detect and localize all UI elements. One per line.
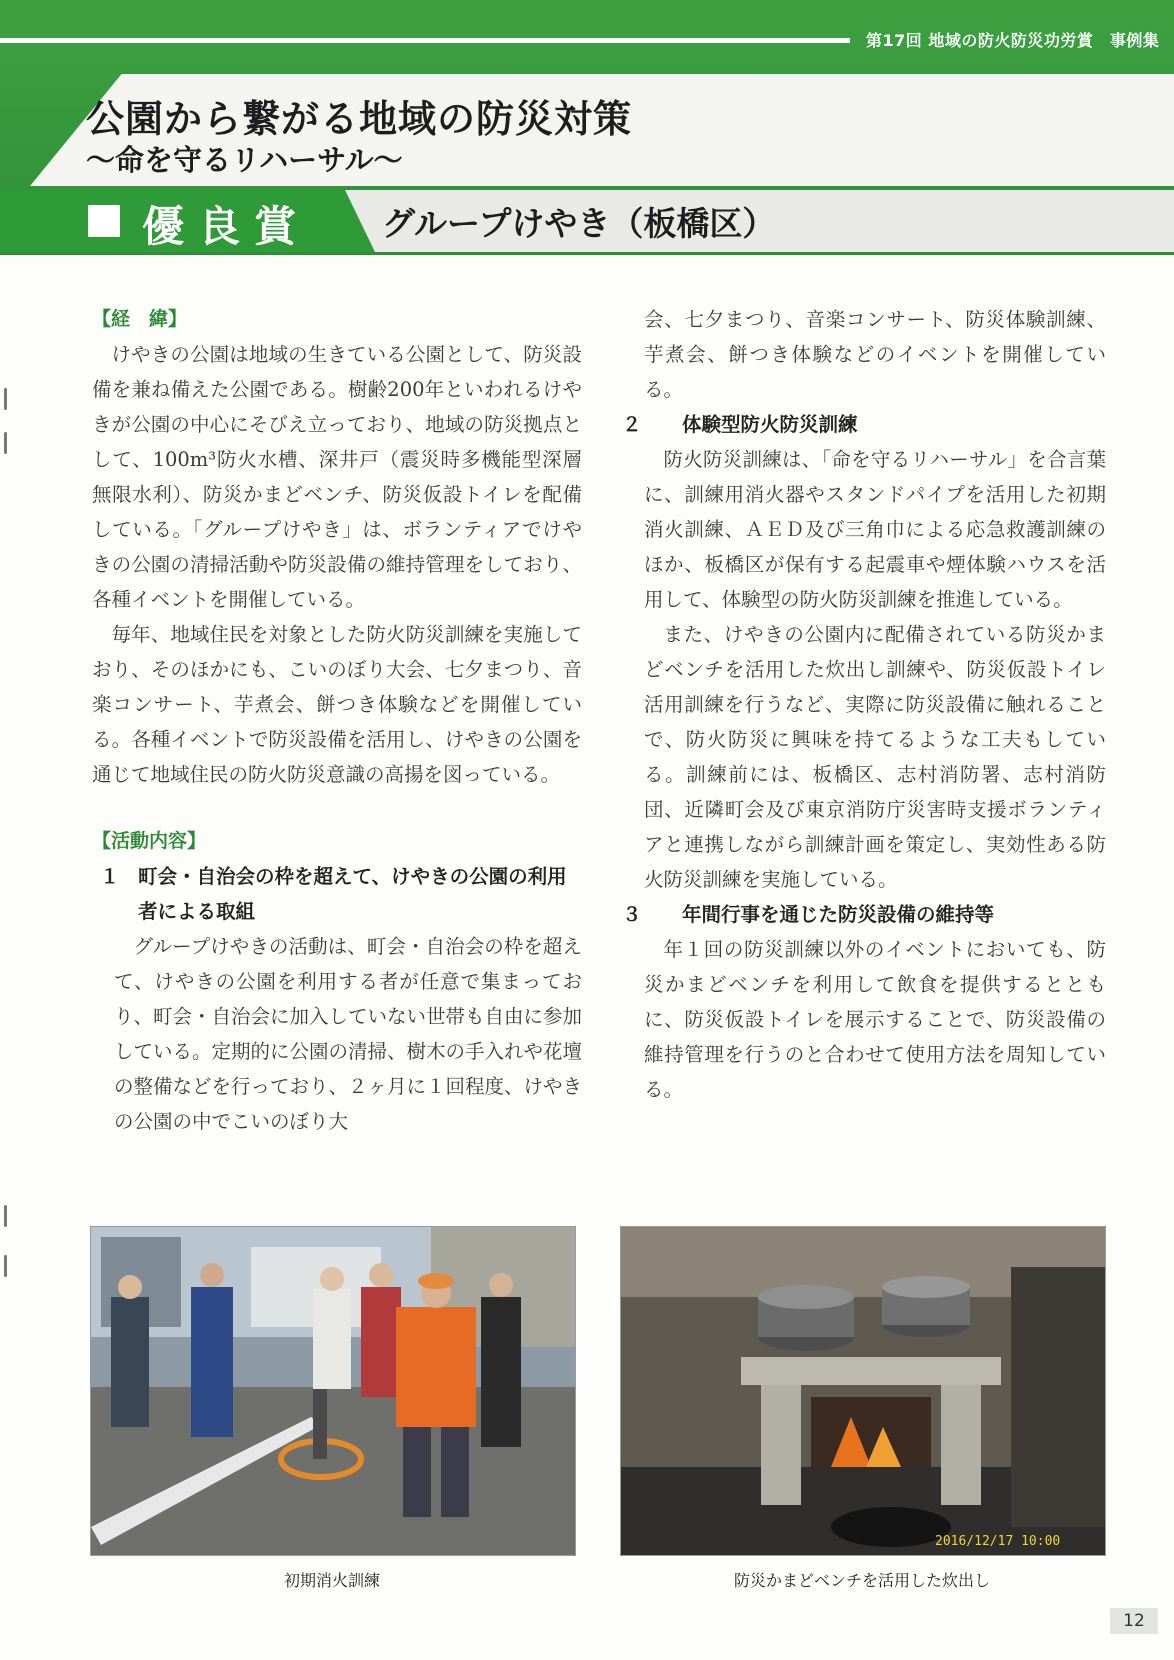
item-number: ３ — [622, 903, 642, 926]
item-title: 体験型防火防災訓練 — [682, 413, 858, 436]
item-title: 町会・自治会の枠を超えて、けやきの公園の利用者による取組 — [138, 865, 567, 923]
background-paragraph: 毎年、地域住民を対象とした防火防災訓練を実施しており、そのほかにも、こいのぼり大会、七夕まつり、音楽コンサート、芋煮会、餅つき体験などを開催している。各種イベントで防災設備を活用し、けやきの公園を通じて地域住民の防火防災意識の高揚を図っている。 — [92, 623, 582, 786]
binder-mark — [4, 432, 7, 454]
item-paragraph: グループけやきの活動は、町会・自治会の枠を超えて、けやきの公園を利用する者が任意で集まっており、町会・自治会に加入していない世帯も自由に参加している。定期的に公園の清掃、樹木の手入れや花壇の整備などを行っており、２ヶ月に１回程度、けやきの公園の中でこいのぼり大 — [114, 935, 583, 1133]
item-heading — [622, 897, 1106, 932]
binder-mark — [4, 1205, 7, 1227]
page-number: 12 — [1110, 1608, 1158, 1634]
photo-caption: 防災かまどベンチを活用した炊出し — [733, 1571, 990, 1590]
binder-mark — [4, 388, 7, 410]
group-name: グループけやき（板橋区） — [382, 204, 776, 243]
continued-paragraph: 会、七夕まつり、音楽コンサート、防災体験訓練、芋煮会、餅つき体験などのイベントを開催している。 — [644, 308, 1106, 401]
right-column — [622, 302, 1106, 1107]
photo-caption: 初期消火訓練 — [283, 1571, 380, 1590]
item-title: 年間行事を通じた防災設備の維持等 — [682, 903, 995, 926]
award-square-icon — [88, 205, 120, 237]
page-subtitle: 〜命を守るリハーサル〜 — [86, 143, 403, 177]
item-paragraph: 年１回の防災訓練以外のイベントにおいても、防災かまどベンチを利用して飲食を提供するとともに、防災仮設トイレを展示することで、防災設備の維持管理を行うのと合わせて使用方法を周知している。 — [644, 938, 1106, 1101]
photo-kamado-bench — [620, 1226, 1106, 1556]
background-paragraph: けやきの公園は地域の生きている公園として、防災設備を兼ね備えた公園である。樹齢200年といわれるけやきが公園の中心にそびえ立っており、地域の防災拠点として、100m³防火水槽、深井戸（震災時多機能型深層無限水利）、防災かまどベンチ、防災仮設トイレを配備している。「グループけやき」は、ボランティアでけやきの公園の清掃活動や防災設備の維持管理をしており、各種イベントを開催している。 — [92, 343, 582, 611]
award-label: 優良賞 — [142, 202, 311, 251]
series-title: 第17回 地域の防火防災功労賞 事例集 — [866, 31, 1160, 50]
item-number: ２ — [622, 413, 642, 436]
photo-timestamp: 2016/12/17 10:00 — [935, 1534, 1061, 1549]
item-heading — [92, 859, 582, 929]
item-paragraph: また、けやきの公園内に配備されている防災かまどベンチを活用した炊出し訓練や、防災仮設トイレ活用訓練を行うなど、実際に防災設備に触れることで、防火防災に興味を持てるような工夫もしている。訓練前には、板橋区、志村消防署、志村消防団、近隣町会及び東京消防庁災害時支援ボランティアと連携しながら訓練計画を策定し、実効性ある防火防災訓練を実施している。 — [644, 623, 1106, 891]
item-heading — [622, 407, 1106, 442]
background-heading: 【経 緯】 — [92, 308, 188, 330]
page-title: 公園から繋がる地域の防災対策 — [86, 97, 633, 141]
left-column — [92, 302, 582, 1139]
activities-heading: 【活動内容】 — [92, 830, 207, 852]
header-rule — [0, 38, 850, 43]
photo-fire-drill — [90, 1226, 576, 1556]
item-paragraph: 防火防災訓練は、「命を守るリハーサル」を合言葉に、訓練用消火器やスタンドパイプを活用した初期消火訓練、ＡＥＤ及び三角巾による応急救護訓練のほか、板橋区が保有する起震車や煙体験ハウスを活用して、体験型の防火防災訓練を推進している。 — [644, 448, 1106, 611]
binder-mark — [4, 1255, 7, 1277]
item-number: １ — [100, 865, 120, 888]
